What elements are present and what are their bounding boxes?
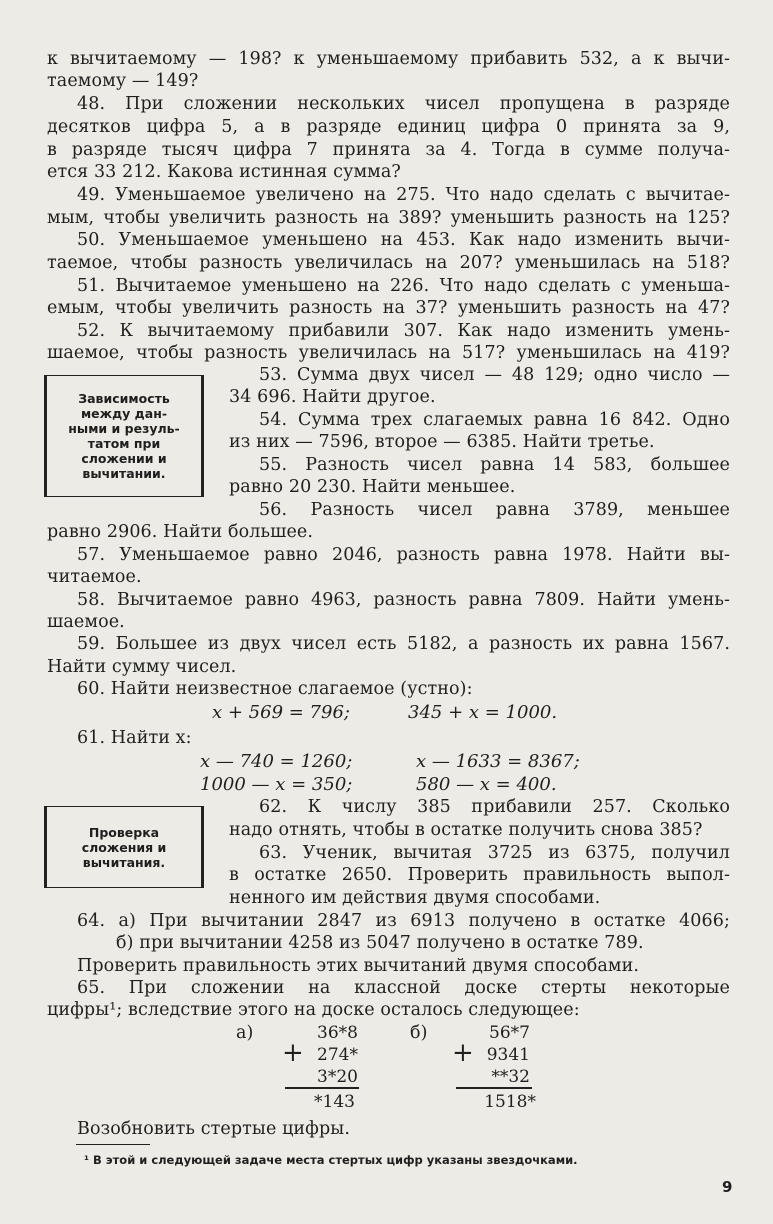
text-line: таемое, чтобы разность увеличилась на 207? уменьшилась на 518? — [47, 253, 730, 273]
problem-64: 64. а) При вычитании 2847 из 6913 получено в остатке 4066; — [77, 911, 730, 931]
sidebar-heading-verification: Проверка сложения и вычитания. — [44, 806, 204, 888]
problem-56: 56. Разность чисел равна 3789, меньшее — [259, 500, 730, 520]
text-line: Проверить правильность этих вычитаний двумя способами. — [77, 956, 640, 976]
problem-49: 49. Уменьшаемое увеличено на 275. Что надо сделать с вычитае- — [77, 185, 730, 205]
sum-rule — [456, 1087, 532, 1089]
problem-57: 57. Уменьшаемое равно 2046, разность равна 1978. Найти вы- — [77, 545, 730, 565]
addend: 274* — [317, 1045, 358, 1065]
text-line: мым, чтобы увеличить разность на 389? уменьшить разность на 125? — [47, 208, 730, 228]
footnote-rule — [76, 1144, 150, 1145]
text-line: Возобновить стертые цифры. — [77, 1119, 350, 1139]
page-number: 9 — [722, 1178, 733, 1196]
sum-rule — [285, 1087, 359, 1089]
column-label-b: б) — [410, 1023, 428, 1043]
problem-65: 65. При сложении на классной доске стерты некоторые — [77, 978, 730, 998]
plus-sign: + — [282, 1038, 304, 1068]
text-line: из них — 7596, второе — 6385. Найти третье. — [229, 432, 655, 452]
text-line: Найти сумму чисел. — [47, 657, 237, 677]
problem-48: 48. При сложении нескольких чисел пропущена в разряде — [77, 94, 730, 114]
text-line: равно 2906. Найти большее. — [47, 522, 314, 542]
problem-50: 50. Уменьшаемое уменьшено на 453. Как надо изменить вычи- — [77, 230, 730, 250]
problem-53: 53. Сумма двух чисел — 48 129; одно число — — [259, 365, 730, 385]
text-line: ненного им действия двумя способами. — [229, 888, 601, 908]
addend: 36*8 — [317, 1023, 358, 1043]
equation: 1000 — x = 350; — [200, 774, 353, 795]
problem-61: 61. Найти x: — [77, 728, 192, 748]
problem-54: 54. Сумма трех слагаемых равна 16 842. Одно — [259, 410, 730, 430]
text-line: ется 33 212. Какова истинная сумма? — [47, 162, 401, 182]
equation: 345 + x = 1000. — [408, 702, 558, 723]
problem-51: 51. Вычитаемое уменьшено на 226. Что надо сделать с уменьша- — [77, 276, 730, 296]
text-line: шаемое, чтобы разность увеличилась на 517? уменьшилась на 419? — [47, 343, 730, 363]
problem-60: 60. Найти неизвестное слагаемое (устно): — [77, 679, 473, 699]
plus-sign: + — [452, 1038, 474, 1068]
text-line: равно 20 230. Найти меньшее. — [229, 477, 516, 497]
text-line: десятков цифра 5, а в разряде единиц цифра 0 принята за 9, — [47, 117, 730, 137]
text-line: к вычитаемому — 198? к уменьшаемому прибавить 532, а к вычи- — [47, 49, 730, 69]
equation: x + 569 = 796; — [212, 702, 350, 723]
text-line: в разряде тысяч цифра 7 принята за 4. Тогда в сумме получа- — [47, 140, 730, 160]
text-line: емым, чтобы увеличить разность на 37? уменьшить разность на 47? — [47, 298, 730, 318]
problem-52: 52. К вычитаемому прибавили 307. Как надо изменить умень- — [77, 321, 730, 341]
addend: 9341 — [486, 1045, 530, 1065]
text-line: цифры¹; вследствие этого на доске осталось следующее: — [47, 1000, 580, 1020]
text-line: шаемое. — [47, 612, 125, 632]
column-label-a: а) — [236, 1023, 254, 1043]
problem-55: 55. Разность чисел равна 14 583, большее — [259, 455, 730, 475]
footnote: ¹ В этой и следующей задаче места стертых цифр указаны звездочками. — [84, 1153, 578, 1167]
sidebar-heading-dependency: Зависимость между дан- ными и резуль- татом при сложении и вычитании. — [44, 375, 204, 497]
equation: 580 — x = 400. — [416, 774, 557, 795]
equation: x — 1633 = 8367; — [416, 751, 580, 772]
sum: 1518* — [484, 1092, 536, 1112]
text-line: надо отнять, чтобы в остатке получить снова 385? — [229, 820, 703, 840]
addend: 3*20 — [317, 1067, 358, 1087]
sum: *143 — [314, 1092, 355, 1112]
addend: 56*7 — [489, 1023, 530, 1043]
equation: x — 740 = 1260; — [200, 751, 353, 772]
text-line: таемому — 149? — [47, 71, 199, 91]
text-line: 34 696. Найти другое. — [229, 387, 436, 407]
problem-58: 58. Вычитаемое равно 4963, разность равна 7809. Найти умень- — [77, 590, 730, 610]
text-line: б) при вычитании 4258 из 5047 получено в остатке 789. — [116, 933, 644, 953]
problem-62: 62. К числу 385 прибавили 257. Сколько — [259, 797, 730, 817]
addend: **32 — [491, 1067, 530, 1087]
text-line: читаемое. — [47, 567, 142, 587]
problem-59: 59. Большее из двух чисел есть 5182, а разность их равна 1567. — [77, 634, 730, 654]
text-line: в остатке 2650. Проверить правильность выпол- — [229, 865, 730, 885]
problem-63: 63. Ученик, вычитая 3725 из 6375, получил — [259, 843, 730, 863]
